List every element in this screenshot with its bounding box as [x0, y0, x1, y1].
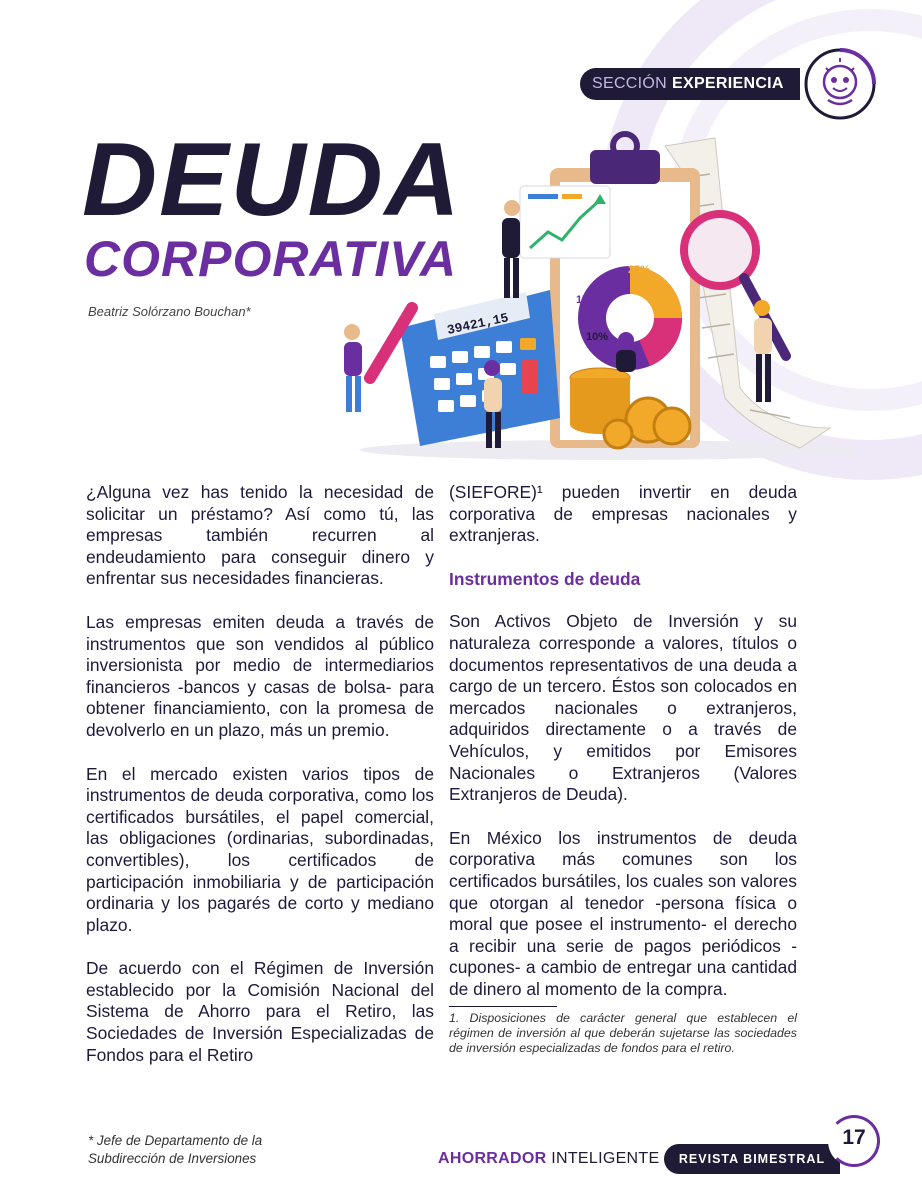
article-title: DEUDA [82, 122, 462, 238]
paragraph: De acuerdo con el Régimen de Inversión establecido por la Comisión Nacional del Sistema de Ahorro para el Retiro, las Sociedades de Inversión Especializadas de Fondos para el Retiro [86, 958, 434, 1065]
paragraph: Son Activos Objeto de Inversión y su naturaleza corresponde a valores, títulos o documentos representativos de una deuda a cargo de un tercero. Éstos son colocados en mercados nacionales o extranjeros, adquiridos directamente o a través de Vehículos, y emitidos por Emisores Nacionales o Extranjeros (Valores Extranjeros de Deuda). [449, 611, 797, 805]
author-note-line: Subdirección de Inversiones [88, 1151, 257, 1166]
paragraph: En el mercado existen varios tipos de instrumentos de deuda corporativa, como los certificados bursátiles, el papel comercial, las obligaciones (ordinarias, subordinadas, convertibles), los certificados de participación inmobiliaria y de participación ordinaria y los pagarés de corto y mediano plazo. [86, 763, 434, 935]
calculator-display: 39421,15 [445, 310, 510, 338]
page-number: 17 [842, 1126, 866, 1149]
section-badge [580, 68, 800, 100]
chart-label-1: 17% [576, 294, 599, 306]
finance-illustration [330, 128, 870, 468]
chart-label-2: 25% [628, 264, 651, 276]
footer-brand-bold: AHORRADOR [438, 1150, 547, 1167]
section-emblem-icon [802, 46, 878, 122]
subheading: Instrumentos de deuda [449, 568, 641, 589]
paragraph: ¿Alguna vez has tenido la necesidad de solicitar un préstamo? Así como tú, las empresas también recurren al endeudamiento para conseguir dinero y enfrentar sus necesidades financieras. [86, 482, 434, 589]
footnote: 1. Disposiciones de carácter general que establecen el régimen de inversión al que deberán sujetarse las sociedades de inversión especializadas de fondos para el retiro. [449, 1011, 797, 1056]
line-chart-icon [520, 186, 610, 258]
footer-brand-light: INTELIGENTE [551, 1150, 660, 1167]
footer-brand [438, 1150, 659, 1168]
paragraph: (SIEFORE)¹ pueden invertir en deuda corporativa de empresas nacionales y extranjeras. [449, 482, 797, 546]
article-right-column [449, 482, 797, 1056]
section-label-bold: EXPERIENCIA [672, 75, 784, 92]
chart-label-3: 10% [586, 331, 609, 343]
article-left-column [86, 482, 434, 1088]
paragraph: En México los instrumentos de deuda corporativa más comunes son los certificados bursátiles, los cuales son valores que otorgan al tenedor -persona física o moral que posee el instrumento- el derecho a recibir una serie de pagos periódicos -cupones- a cambio de entregar una cantidad de dinero al momento de la compra. [449, 827, 797, 999]
footnote-rule [449, 1006, 557, 1007]
section-label-light: SECCIÓN [592, 75, 667, 92]
footer-pill: REVISTA BIMESTRAL [664, 1144, 840, 1174]
author-note [88, 1132, 262, 1168]
calculator-icon [400, 290, 560, 446]
article-subtitle: CORPORATIVA [84, 231, 458, 287]
paragraph: Las empresas emiten deuda a través de instrumentos que son vendidos al público inversionista por medio de intermediarios financieros -bancos y casas de bolsa- para obtener financiamiento, con la promesa de devolverlo en un plazo, más un premio. [86, 611, 434, 740]
author-note-line: * Jefe de Departamento de la [88, 1133, 263, 1148]
article-author: Beatriz Solórzano Bouchan* [88, 304, 251, 319]
